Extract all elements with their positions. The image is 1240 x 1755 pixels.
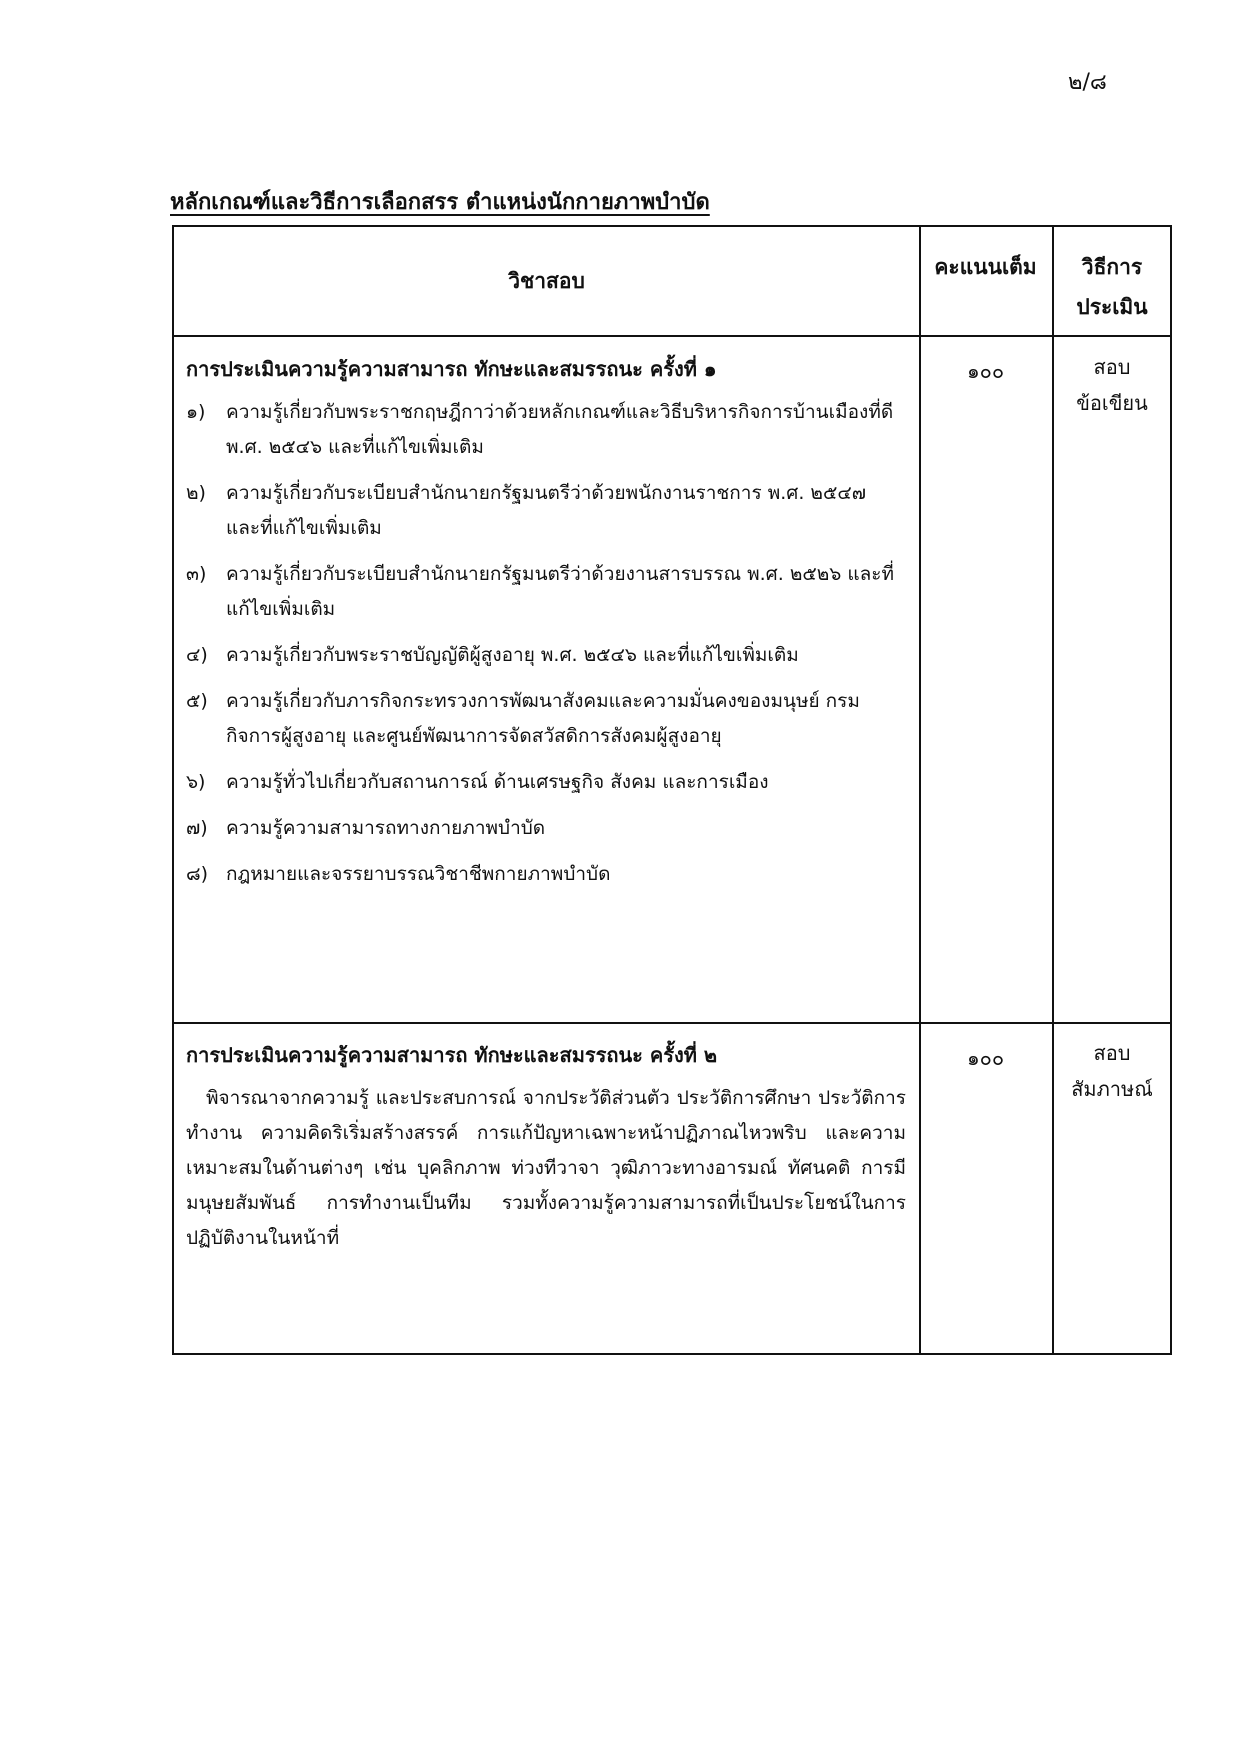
item-text: ความรู้เกี่ยวกับพระราชกฤษฎีกาว่าด้วยหลักเกณฑ์และวิธีบริหารกิจการบ้านเมืองที่ดี พ.ศ. ๒๕๔๖ และที่แก้ไขเพิ่มเติม xyxy=(226,401,894,458)
full-score-value: ๑๐๐ xyxy=(966,359,1005,383)
item-text: ความรู้เกี่ยวกับภารกิจกระทรวงการพัฒนาสังคมและความมั่นคงของมนุษย์ กรมกิจการผู้สูงอายุ และศูนย์พัฒนาการจัดสวัสดิการสังคมผู้สูงอายุ xyxy=(226,690,860,747)
exam-criteria-table xyxy=(172,225,1172,1355)
header-method-line1: วิธีการ xyxy=(1081,255,1143,279)
item-text: ความรู้ทั่วไปเกี่ยวกับสถานการณ์ ด้านเศรษฐกิจ สังคม และการเมือง xyxy=(226,771,769,793)
column-divider xyxy=(919,227,921,1353)
item-text: ความรู้เกี่ยวกับพระราชบัญญัติผู้สูงอายุ พ.ศ. ๒๕๔๖ และที่แก้ไขเพิ่มเติม xyxy=(226,644,799,666)
header-method xyxy=(1052,247,1172,327)
list-item xyxy=(186,638,906,673)
evaluation-method xyxy=(1052,349,1172,421)
item-number: ๑) xyxy=(186,401,206,423)
item-text: ความรู้ความสามารถทางกายภาพบำบัด xyxy=(226,817,546,839)
document-title: หลักเกณฑ์และวิธีการเลือกสรร ตำแหน่งนักกายภาพบำบัด xyxy=(170,190,710,215)
item-number: ๖) xyxy=(186,771,206,793)
list-item xyxy=(186,857,906,892)
item-number: ๔) xyxy=(186,644,208,666)
header-divider xyxy=(174,335,1170,337)
list-item xyxy=(186,557,906,627)
section-description: พิจารณาจากความรู้ และประสบการณ์ จากประวัติส่วนตัว ประวัติการศึกษา ประวัติการทำงาน ความคิดริเริ่มสร้างสรรค์ การแก้ปัญหาเฉพาะหน้าปฏิภาณไหวพริบ และความเหมาะสมในด้านต่างๆ เช่น บุคลิกภาพ ท่วงทีวาจา วุฒิภาวะทางอารมณ์ ทัศนคติ การมีมนุษยสัมพันธ์ การทำงานเป็นทีม รวมทั้งความรู้ความสามารถที่เป็นประโยชน์ในการปฏิบัติงานในหน้าที่ xyxy=(186,1087,906,1249)
item-number: ๗) xyxy=(186,817,208,839)
method-line2: สัมภาษณ์ xyxy=(1071,1077,1153,1101)
section-interview xyxy=(186,1039,906,1256)
item-number: ๘) xyxy=(186,863,209,885)
page-number: ๒/๘ xyxy=(1068,70,1107,95)
header-subject: วิชาสอบ xyxy=(508,269,585,293)
method-line1: สอบ xyxy=(1093,1041,1131,1065)
subject-list xyxy=(186,395,906,892)
evaluation-method xyxy=(1052,1035,1172,1107)
method-line2: ข้อเขียน xyxy=(1076,391,1148,415)
list-item xyxy=(186,476,906,546)
list-item xyxy=(186,395,906,465)
item-number: ๓) xyxy=(186,563,207,585)
item-text: กฎหมายและจรรยาบรรณวิชาชีพกายภาพบำบัด xyxy=(226,863,611,885)
list-item xyxy=(186,765,906,800)
header-method-line2: ประเมิน xyxy=(1076,295,1148,319)
list-item xyxy=(186,684,906,754)
list-item xyxy=(186,811,906,846)
full-score-value: ๑๐๐ xyxy=(966,1046,1005,1070)
section-title: การประเมินความรู้ความสามารถ ทักษะและสมรรถนะ ครั้งที่ ๒ xyxy=(186,1043,718,1067)
section-title: การประเมินความรู้ความสามารถ ทักษะและสมรรถนะ ครั้งที่ ๑ xyxy=(186,357,717,381)
item-number: ๕) xyxy=(186,690,208,712)
section-written-exam xyxy=(186,353,906,903)
item-text: ความรู้เกี่ยวกับระเบียบสำนักนายกรัฐมนตรีว่าด้วยพนักงานราชการ พ.ศ. ๒๕๔๗ และที่แก้ไขเพิ่มเติม xyxy=(226,482,866,539)
item-number: ๒) xyxy=(186,482,206,504)
item-text: ความรู้เกี่ยวกับระเบียบสำนักนายกรัฐมนตรีว่าด้วยงานสารบรรณ พ.ศ. ๒๕๒๖ และที่แก้ไขเพิ่มเติม xyxy=(226,563,894,620)
row-divider xyxy=(174,1022,1170,1024)
method-line1: สอบ xyxy=(1093,355,1131,379)
header-full-score: คะแนนเต็ม xyxy=(934,255,1037,279)
